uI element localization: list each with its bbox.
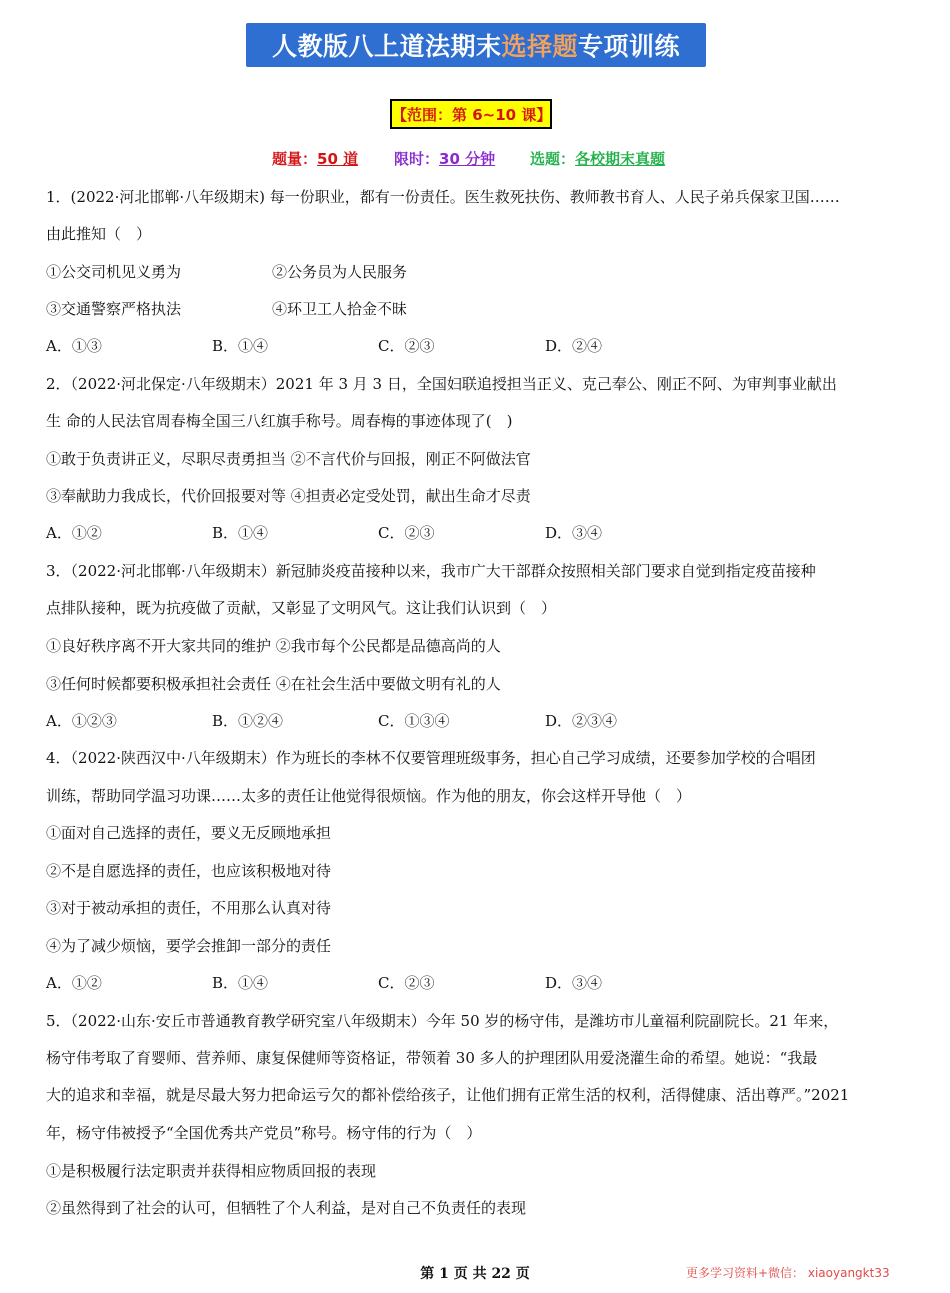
count-label: 题量：	[272, 150, 318, 168]
q3-stem-line-2: 点排队接种，既为抗疫做了贡献，又彰显了文明风气。这让我们认识到（ ）	[46, 599, 557, 617]
q3-statements-line-1: ①良好秩序离不开大家共同的维护 ②我市每个公民都是品德高尚的人	[46, 637, 501, 655]
q4-statement-3: ③对于被动承担的责任，不用那么认真对待	[46, 899, 332, 917]
count-value: 50 道	[317, 150, 359, 168]
q1-stem-line-2: 由此推知（ ）	[46, 225, 152, 243]
q1-choice-b: B．①④	[212, 337, 269, 355]
q5-statement-1: ①是积极履行法定职责并获得相应物质回报的表现	[46, 1162, 377, 1180]
q1-choice-d: D．②④	[545, 337, 603, 355]
q3-choice-a: A．①②③	[46, 712, 117, 730]
time-meta	[394, 148, 495, 169]
q4-choice-a: A．①②	[46, 974, 102, 992]
q4-choice-d: D．③④	[545, 974, 603, 992]
title-part2: 专项训练	[578, 32, 681, 61]
q3-stem-line-1: 3．（2022·河北邯郸·八年级期末）新冠肺炎疫苗接种以来，我市广大干部群众按照相关部门要求自觉到指定疫苗接种	[46, 562, 816, 580]
meta-row	[0, 148, 950, 172]
source-meta	[530, 148, 665, 169]
q1-statement-3: ③交通警察严格执法	[46, 300, 182, 318]
q1-statement-2: ②公务员为人民服务	[272, 263, 408, 281]
q2-stem-line-2: 生 命的人民法官周春梅全国三八红旗手称号。周春梅的事迹体现了( )	[46, 412, 513, 430]
time-value: 30 分钟	[439, 150, 496, 168]
q3-choice-b: B．①②④	[212, 712, 284, 730]
q4-statement-4: ④为了减少烦恼，要学会推卸一部分的责任	[46, 937, 332, 955]
range-box: 【范围：第 6~10 课】	[390, 99, 552, 129]
q5-stem-line-2: 杨守伟考取了育婴师、营养师、康复保健师等资格证，带领着 30 多人的护理团队用爱浇灌生命的希望。她说：“我最	[46, 1049, 818, 1067]
q1-choice-c: C．②③	[378, 337, 435, 355]
q3-statements-line-2: ③任何时候都要积极承担社会责任 ④在社会生活中要做文明有礼的人	[46, 675, 501, 693]
q4-statement-1: ①面对自己选择的责任，要义无反顾地承担	[46, 824, 332, 842]
q2-statements-line-1: ①敢于负责讲正义，尽职尽责勇担当 ②不言代价与回报，刚正不阿做法官	[46, 450, 531, 468]
q4-statement-2: ②不是自愿选择的责任，也应该积极地对待	[46, 862, 332, 880]
q2-choice-d: D．③④	[545, 524, 603, 542]
title-banner	[246, 23, 706, 67]
count-meta	[272, 148, 358, 169]
q3-choice-c: C．①③④	[378, 712, 450, 730]
source-value: 各校期末真题	[575, 150, 666, 168]
q4-choice-c: C．②③	[378, 974, 435, 992]
title-highlight: 选择题	[501, 32, 578, 61]
q2-choice-a: A．①②	[46, 524, 102, 542]
q5-stem-line-4: 年，杨守伟被授予“全国优秀共产党员”称号。杨守伟的行为（ ）	[46, 1124, 482, 1142]
q5-statement-2: ②虽然得到了社会的认可，但牺牲了个人利益，是对自己不负责任的表现	[46, 1199, 527, 1217]
q4-stem-line-1: 4．（2022·陕西汉中·八年级期末）作为班长的李林不仅要管理班级事务，担心自己学习成绩，还要参加学校的合唱团	[46, 749, 816, 767]
q2-statements-line-2: ③奉献助力我成长，代价回报要对等 ④担责必定受处罚，献出生命才尽责	[46, 487, 531, 505]
q5-stem-line-1: 5．（2022·山东·安丘市普通教育教学研究室八年级期末）今年 50 岁的杨守伟，是潍坊市儿童福利院副院长。21 年来，	[46, 1012, 839, 1030]
q1-stem-line-1: 1．(2022·河北邯郸·八年级期末) 每一份职业，都有一份责任。医生救死扶伤、教师教书育人、人民子弟兵保家卫国……	[46, 188, 840, 206]
time-label: 限时：	[394, 150, 440, 168]
footer-note: 更多学习资料+微信： xiaoyangkt33	[686, 1266, 890, 1280]
q3-choice-d: D．②③④	[545, 712, 618, 730]
q4-stem-line-2: 训练，帮助同学温习功课……太多的责任让他觉得很烦恼。作为他的朋友，你会这样开导他（ ）	[46, 787, 692, 805]
q2-choice-c: C．②③	[378, 524, 435, 542]
q2-stem-line-1: 2．（2022·河北保定·八年级期末）2021 年 3 月 3 日，全国妇联追授担当正义、克己奉公、刚正不阿、为审判事业献出	[46, 375, 837, 393]
q1-choice-a: A．①③	[46, 337, 102, 355]
q5-stem-line-3: 大的追求和幸福，就是尽最大努力把命运亏欠的都补偿给孩子，让他们拥有正常生活的权利，活得健康、活出尊严。”2021	[46, 1086, 850, 1104]
title-part1: 人教版八上道法期末	[271, 32, 502, 61]
q1-statement-4: ④环卫工人拾金不昧	[272, 300, 408, 318]
source-label: 选题：	[530, 150, 576, 168]
q1-statement-1: ①公交司机见义勇为	[46, 263, 182, 281]
q2-choice-b: B．①④	[212, 524, 269, 542]
q4-choice-b: B．①④	[212, 974, 269, 992]
page-number: 第 1 页 共 22 页	[420, 1266, 530, 1282]
